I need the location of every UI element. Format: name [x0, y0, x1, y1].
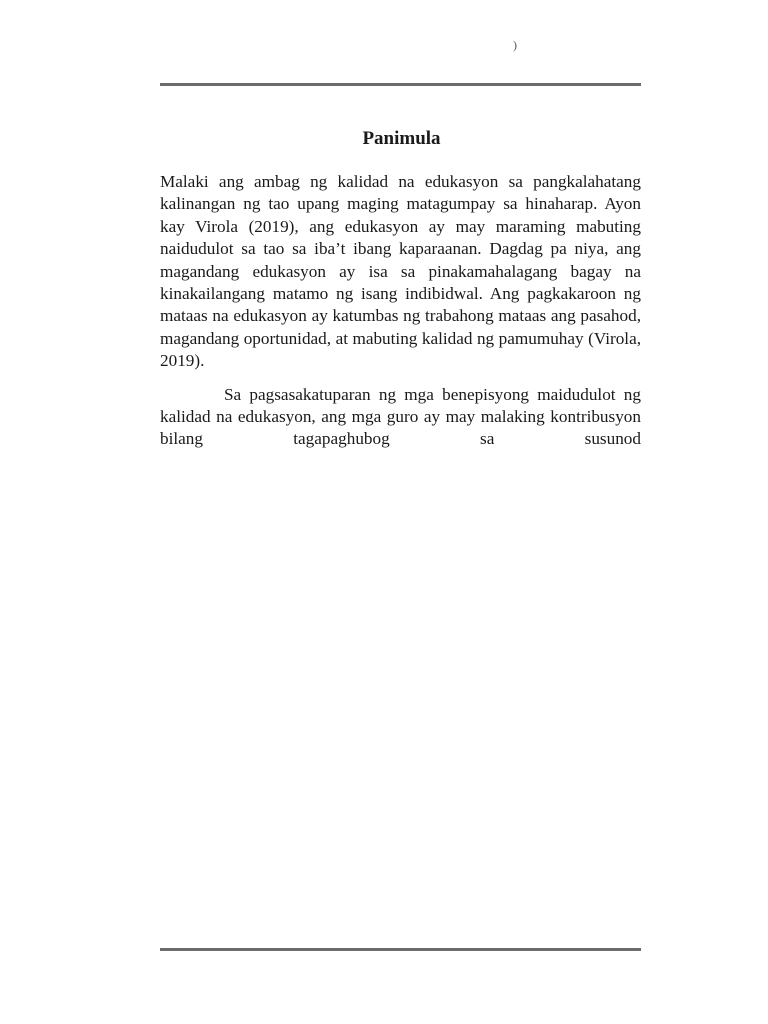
body-paragraph: Malaki ang ambag ng kalidad na edukasyon sa pangkalahatang kalinangan ng tao upang maging matagumpay sa hinaharap. Ayon kay Virola (2019), ang edukasyon ay may maraming mabuting naidudulot sa tao sa iba’t ibang kaparaanan. Dagdag pa niya, ang magandang edukasyon ay isa sa pinakamahalagang bagay na kinakailangang matamo ng isang indibidwal. Ang pagkakaroon ng mataas na edukasyon ay katumbas ng trabahong mataas ang pasahod, magandang oportunidad, at mabuting kalidad ng pamumuhay (Virola, 2019). — [160, 172, 641, 371]
page-header-mark: ) — [513, 38, 517, 52]
header-rule — [160, 83, 641, 86]
footer-rule — [160, 948, 641, 951]
document-body — [160, 125, 641, 451]
body-paragraph: Sa pagsasakatuparan ng mga benepisyong maidudulot ng kalidad na edukasyon, ang mga guro ay may malaking kontribusyon bilang tagapaghubog sa susunod — [160, 384, 641, 449]
section-title: Panimula — [362, 128, 441, 149]
